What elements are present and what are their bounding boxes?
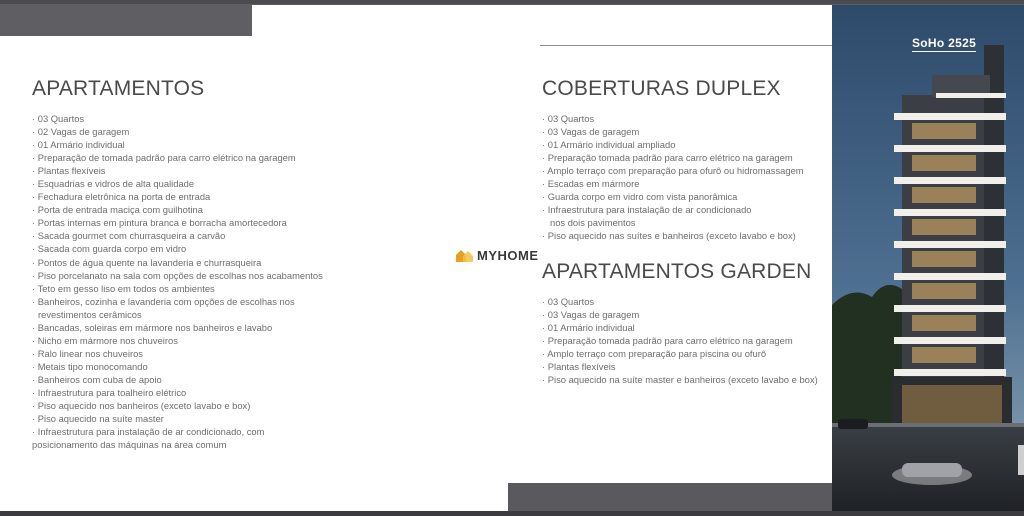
list-item: · Infraestrutura para instalação de ar condicionado: [542, 203, 804, 216]
list-item: · 03 Quartos: [542, 295, 818, 308]
list-item: · Fechadura eletrônica na porta de entrada: [32, 190, 323, 203]
list-item: · Nicho em mármore nos chuveiros: [32, 334, 323, 347]
list-item: · Portas internas em pintura branca e borracha amortecedora: [32, 216, 323, 229]
list-item: · Infraestrutura para instalação de ar condicionado, com: [32, 425, 323, 438]
list-item: · 01 Armário individual: [32, 138, 323, 151]
top-strip: [0, 0, 1024, 4]
list-item: · Preparação tomada padrão para carro elétrico na garagem: [542, 334, 818, 347]
list-item: · Plantas flexíveis: [32, 164, 323, 177]
list-item: · Amplo terraço com preparação para piscina ou ofurô: [542, 347, 818, 360]
list-item: · Amplo terraço com preparação para ofurô ou hidromassagem: [542, 164, 804, 177]
list-item: · Esquadrias e vidros de alta qualidade: [32, 177, 323, 190]
list-item: · Piso aquecido nos banheiros (exceto lavabo e box): [32, 399, 323, 412]
list-item: · 02 Vagas de garagem: [32, 125, 323, 138]
list-item: · Guarda corpo em vidro com vista panorâmica: [542, 190, 804, 203]
list-item-continuation: posicionamento das máquinas na área comum: [32, 439, 227, 451]
list-item: · 03 Quartos: [32, 112, 323, 125]
list-item: · Preparação tomada padrão para carro elétrico na garagem: [542, 151, 804, 164]
list-item: · 03 Vagas de garagem: [542, 308, 818, 321]
list-item: · Ralo linear nos chuveiros: [32, 347, 323, 360]
apartamentos-title: APARTAMENTOS: [32, 77, 205, 100]
building-illustration: [832, 5, 1024, 511]
list-item: · Piso aquecido nas suítes e banheiros (exceto lavabo e box): [542, 229, 804, 242]
list-item: · Pontos de água quente na lavanderia e churrasqueira: [32, 256, 323, 269]
list-item: · Sacada gourmet com churrasqueira a carvão: [32, 229, 323, 242]
brand-label: SoHo 2525: [912, 36, 977, 50]
list-item: · Piso porcelanato na sala com opções de escolhas nos acabamentos: [32, 269, 323, 282]
watermark: [455, 248, 539, 263]
list-item: · 03 Quartos: [542, 112, 804, 125]
garden-title: APARTAMENTOS GARDEN: [542, 260, 812, 283]
list-item: · Preparação de tomada padrão para carro elétrico na garagem: [32, 151, 323, 164]
house-logo-icon: [455, 249, 475, 263]
garden-list: [542, 295, 818, 386]
list-item: · Escadas em mármore: [542, 177, 804, 190]
list-item: · Bancadas, soleiras em mármore nos banheiros e lavabo: [32, 321, 323, 334]
list-item-continuation: nos dois pavimentos: [550, 217, 636, 229]
building-photo: [832, 5, 1024, 511]
list-item: · 01 Armário individual: [542, 321, 818, 334]
list-item: · Piso aquecido na suíte master e banheiros (exceto lavabo e box): [542, 373, 818, 386]
list-item: · Infraestrutura para toalheiro elétrico: [32, 386, 323, 399]
list-item: · 01 Armário individual ampliado: [542, 138, 804, 151]
list-item: · Banheiros com cuba de apoio: [32, 373, 323, 386]
apartamentos-list: [32, 112, 323, 451]
list-item-continuation: revestimentos cerâmicos: [38, 308, 142, 320]
list-item: · Piso aquecido na suíte master: [32, 412, 323, 425]
list-item: · Sacada com guarda corpo em vidro: [32, 242, 323, 255]
list-item: · Plantas flexíveis: [542, 360, 818, 373]
coberturas-title: COBERTURAS DUPLEX: [542, 77, 781, 100]
list-item: · 03 Vagas de garagem: [542, 125, 804, 138]
watermark-text: MYHOME: [477, 248, 539, 263]
coberturas-list: [542, 112, 804, 242]
list-item: · Metais tipo monocomando: [32, 360, 323, 373]
bottom-edge: [0, 511, 1024, 516]
list-item: · Porta de entrada maciça com guilhotina: [32, 203, 323, 216]
list-item: · Teto em gesso liso em todos os ambientes: [32, 282, 323, 295]
list-item: · Banheiros, cozinha e lavanderia com opções de escolhas nos: [32, 295, 323, 308]
